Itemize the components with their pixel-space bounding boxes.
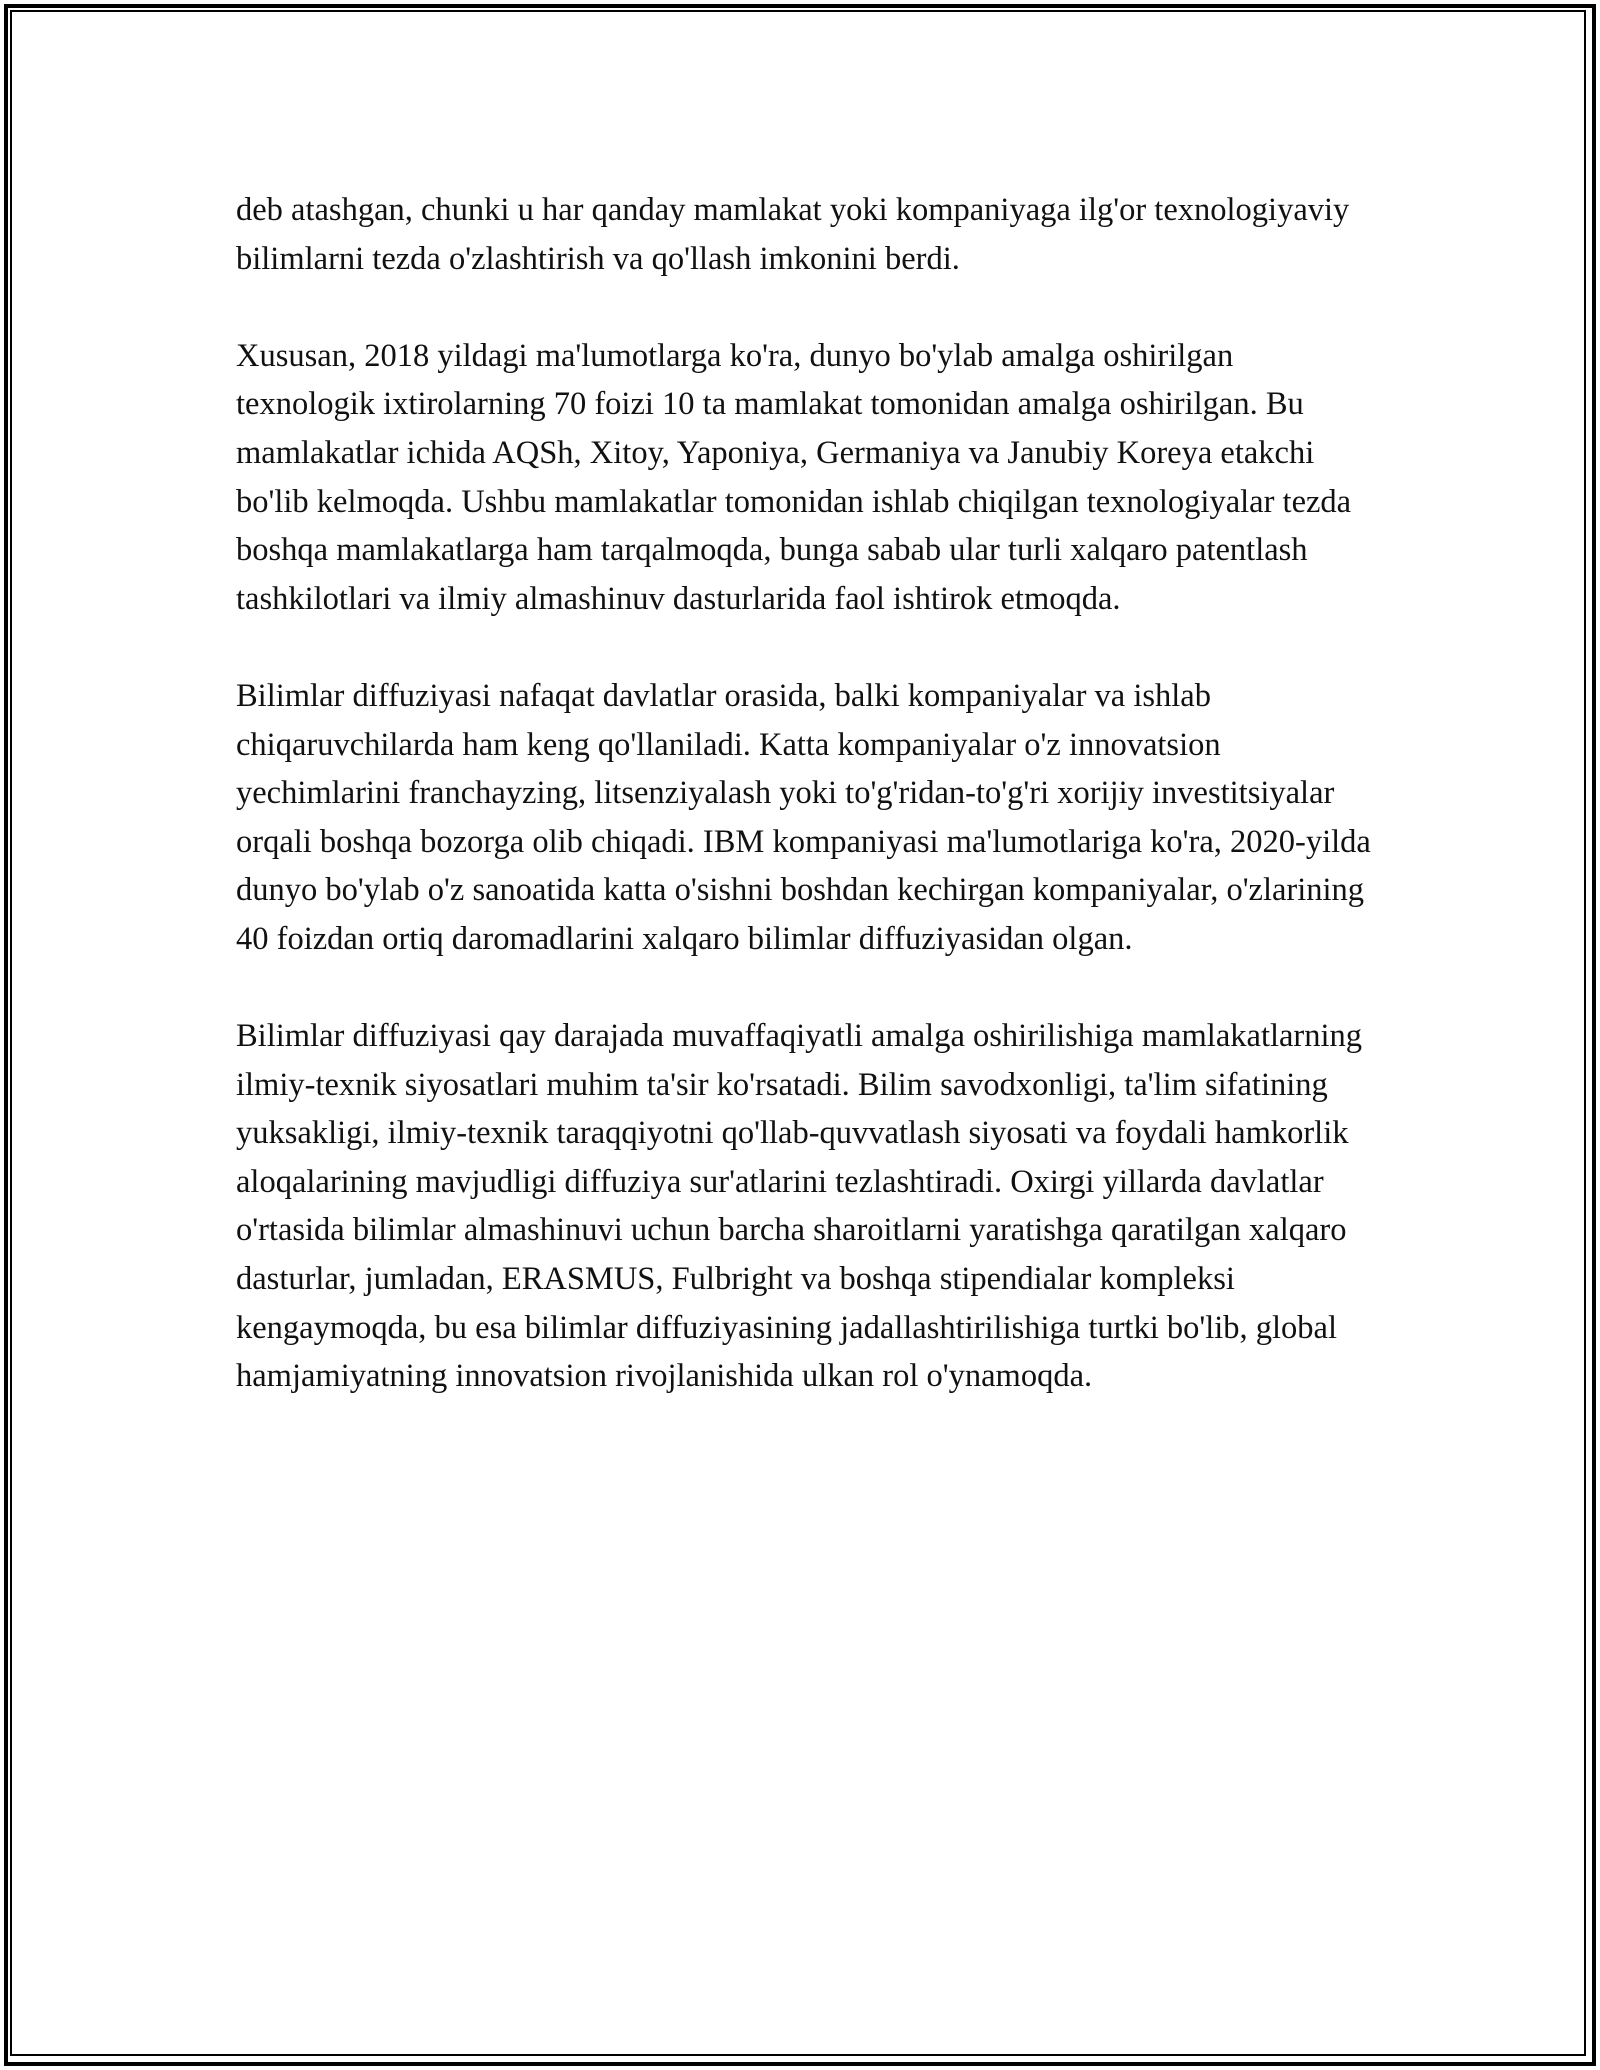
paragraph-3: Bilimlar diffuziyasi nafaqat davlatlar orasida, balki kompaniyalar va ishlab chiqaruvchilarda ham keng qo'llaniladi. Katta kompaniyalar o'z innovatsion yechimlarini franchayzing, litsenziyalash yoki to'g'ridan-to'g'ri xorijiy investitsiyalar orqali boshqa bozorga olib chiqadi. IBM kompaniyasi ma'lumotlariga ko'ra, 2020-yilda dunyo bo'ylab o'z sanoatida katta o'sishni boshdan kechirgan kompaniyalar, o'zlarining 40 foizdan ortiq daromadlarini xalqaro bilimlar diffuziyasidan olgan. xyxy=(236,677,1371,957)
document-body xyxy=(236,186,1376,1401)
paragraph-2: Xususan, 2018 yildagi ma'lumotlarga ko'ra, dunyo bo'ylab amalga oshirilgan texnologik ixtirolarning 70 foizi 10 ta mamlakat tomonidan amalga oshirilgan. Bu mamlakatlar ichida AQSh, Xitoy, Yaponiya, Germaniya va Janubiy Koreya etakchi bo'lib kelmoqda. Ushbu mamlakatlar tomonidan ishlab chiqilgan texnologiyalar tezda boshqa mamlakatlarga ham tarqalmoqda, bunga sabab ular turli xalqaro patentlash tashkilotlari va ilmiy almashinuv dasturlarida faol ishtirok etmoqda. xyxy=(236,337,1352,617)
paragraph-4: Bilimlar diffuziyasi qay darajada muvaffaqiyatli amalga oshirilishiga mamlakatlarning ilmiy-texnik siyosatlari muhim ta'sir ko'rsatadi. Bilim savodxonligi, ta'lim sifatining yuksakligi, ilmiy-texnik taraqqiyotni qo'llab-quvvatlash siyosati va foydali hamkorlik aloqalarining mavjudligi diffuziya sur'atlarini tezlashtiradi. Oxirgi yillarda davlatlar o'rtasida bilimlar almashinuvi uchun barcha sharoitlarni yaratishga qaratilgan xalqaro dasturlar, jumladan, ERASMUS, Fulbright va boshqa stipendialar kompleksi kengaymoqda, bu esa bilimlar diffuziyasining jadallashtirilishiga turtki bo'lib, global hamjamiyatning innovatsion rivojlanishida ulkan rol o'ynamoqda. xyxy=(236,1018,1363,1395)
paragraph-1: deb atashgan, chunki u har qanday mamlakat yoki kompaniyaga ilg'or texnologiyaviy bilimlarni tezda o'zlashtirish va qo'llash imkonini berdi. xyxy=(236,192,1350,277)
